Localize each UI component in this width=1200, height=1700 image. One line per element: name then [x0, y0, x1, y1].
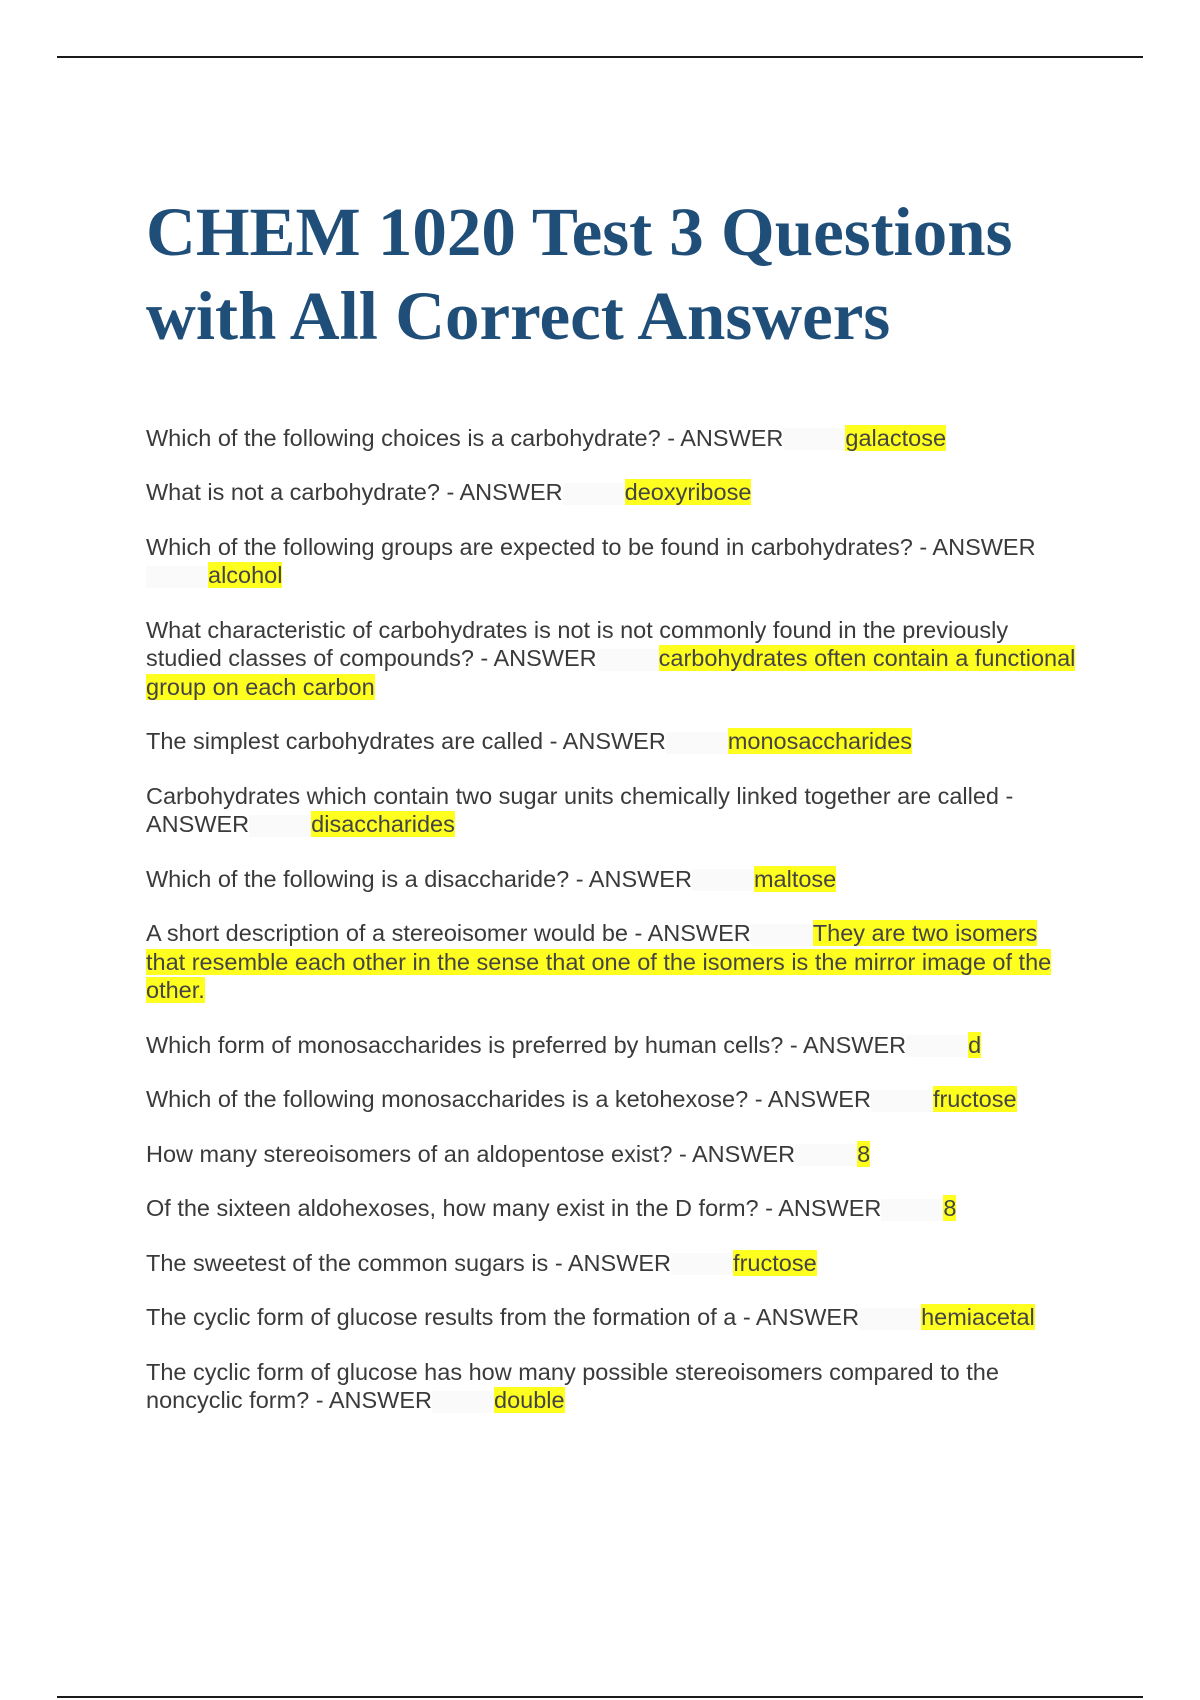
answer-gap: [671, 1253, 733, 1275]
answer-marker: - ANSWER: [446, 479, 563, 505]
answer-highlight: 8: [943, 1195, 957, 1221]
qa-list: [146, 400, 1081, 1441]
answer-marker: - ANSWER: [480, 645, 597, 671]
answer-gap: [751, 924, 813, 946]
answer-highlight: 8: [857, 1140, 871, 1167]
qa-item: [146, 919, 1081, 1005]
question-text: Of the sixteen aldohexoses, how many exist in the D form?: [146, 1195, 759, 1221]
bottom-rule: [57, 1696, 1143, 1698]
qa-item: [146, 424, 1081, 453]
answer-marker: - ANSWER: [667, 424, 784, 451]
answer-marker: - ANSWER: [678, 1140, 796, 1167]
answer-marker: - ANSWER: [549, 728, 666, 754]
answer-highlight: deoxyribose: [624, 479, 752, 505]
answer-gap: [692, 869, 754, 891]
answer-gap: [597, 649, 659, 671]
answer-highlight: disaccharides: [311, 811, 455, 837]
answer-gap: [881, 1199, 943, 1221]
answer-gap: [906, 1035, 968, 1057]
qa-item: [146, 1358, 1081, 1415]
question-text: Which of the following groups are expected to be found in carbohydrates?: [146, 533, 913, 560]
question-text: Carbohydrates which contain two sugar units chemically linked together are called: [146, 782, 999, 809]
answer-highlight: galactose: [845, 424, 947, 451]
qa-item: [146, 1249, 1081, 1278]
answer-highlight: fructose: [733, 1249, 817, 1276]
qa-item: [146, 478, 1081, 507]
question-text: Which of the following monosaccharides is a ketohexose?: [146, 1086, 749, 1112]
qa-item: [146, 1085, 1081, 1114]
answer-gap: [249, 815, 311, 837]
answer-gap: [859, 1308, 921, 1330]
answer-gap: [563, 483, 625, 505]
answer-marker: - ANSWER: [765, 1195, 882, 1221]
qa-item: [146, 616, 1081, 702]
answer-marker: - ANSWER: [146, 782, 1014, 837]
question-text: A short description of a stereoisomer would be: [146, 920, 629, 946]
answer-marker: - ANSWER: [634, 920, 751, 946]
qa-item: [146, 1303, 1081, 1332]
answer-highlight: monosaccharides: [727, 728, 913, 754]
question-text: The simplest carbohydrates are called: [146, 728, 544, 754]
answer-gap: [871, 1090, 933, 1112]
answer-gap: [146, 566, 208, 588]
answer-marker: - ANSWER: [919, 533, 1036, 560]
answer-gap: [666, 732, 728, 754]
answer-marker: - ANSWER: [575, 865, 692, 892]
qa-item: [146, 1031, 1081, 1060]
answer-highlight: carbohydrates often contain a functional group on each carbon: [146, 645, 1076, 700]
answer-gap: [783, 428, 845, 450]
question-text: The sweetest of the common sugars is: [146, 1249, 549, 1276]
answer-gap: [432, 1391, 494, 1413]
qa-item: [146, 727, 1081, 756]
question-text: How many stereoisomers of an aldopentose exist?: [146, 1140, 673, 1167]
question-text: What characteristic of carbohydrates is not is not commonly found in the previously studied classes of compounds?: [146, 616, 1009, 671]
qa-item: [146, 1194, 1081, 1223]
document-title: CHEM 1020 Test 3 Questions with All Correct Answers: [146, 194, 1013, 354]
answer-highlight: hemiacetal: [921, 1304, 1035, 1330]
question-text: Which of the following choices is a carbohydrate?: [146, 424, 661, 451]
qa-item: [146, 1140, 1081, 1169]
question-text: Which form of monosaccharides is preferred by human cells?: [146, 1031, 784, 1058]
answer-marker: - ANSWER: [315, 1387, 432, 1413]
answer-marker: - ANSWER: [742, 1304, 860, 1330]
answer-gap: [795, 1144, 857, 1166]
answer-marker: - ANSWER: [789, 1031, 907, 1058]
qa-item: [146, 865, 1081, 894]
answer-highlight: fructose: [932, 1086, 1017, 1112]
qa-item: [146, 533, 1081, 590]
answer-highlight: They are two isomers that resemble each other in the sense that one of the isomers is the mirror image of the other.: [146, 920, 1052, 1003]
answer-highlight: maltose: [753, 865, 837, 892]
question-text: What is not a carbohydrate?: [146, 479, 440, 505]
qa-item: [146, 782, 1081, 839]
top-rule: [57, 56, 1143, 58]
answer-marker: - ANSWER: [754, 1086, 871, 1112]
answer-marker: - ANSWER: [554, 1249, 672, 1276]
question-text: Which of the following is a disaccharide?: [146, 865, 570, 892]
answer-highlight: alcohol: [208, 562, 283, 588]
answer-highlight: d: [968, 1031, 982, 1058]
answer-highlight: double: [494, 1387, 565, 1413]
question-text: The cyclic form of glucose has how many possible stereoisomers compared to the noncyclic form?: [146, 1358, 999, 1413]
question-text: The cyclic form of glucose results from the formation of a: [146, 1304, 737, 1330]
